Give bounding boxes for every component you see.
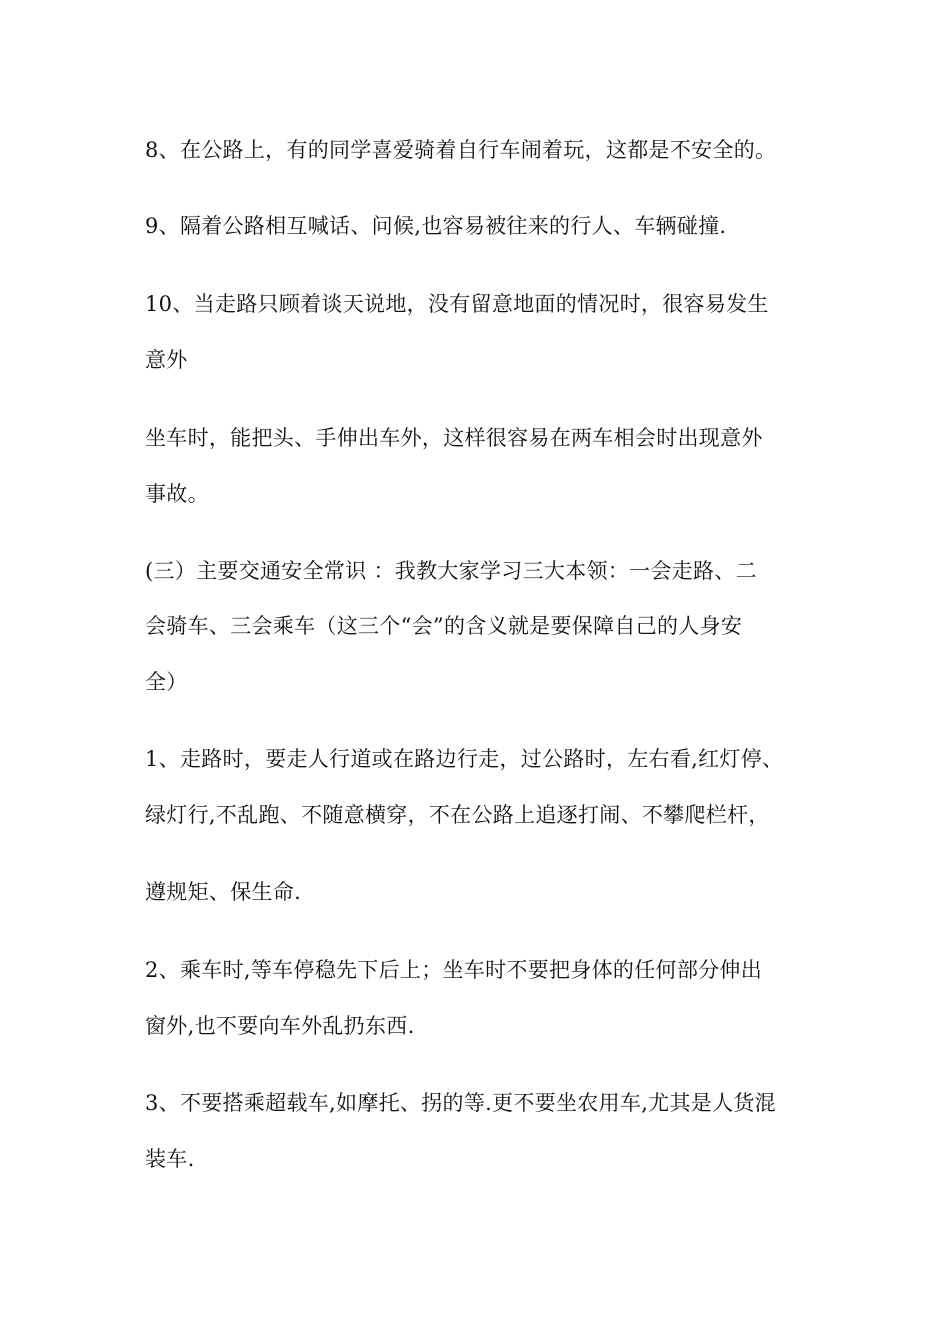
- item-3-line-2: 装车.: [145, 1147, 195, 1171]
- paragraph-ride-line-1: 坐车时，能把头、手伸出车外，这样很容易在两车相会时出现意外: [145, 426, 763, 450]
- item-1-line-1: 1、走路时，要走人行道或在路边行走，过公路时，左右看,红灯停、: [145, 747, 784, 771]
- paragraph-10-line-1: 10、当走路只顾着谈天说地，没有留意地面的情况时，很容易发生: [145, 292, 769, 316]
- section-three-line-2: 会骑车、三会乘车（这三个“会”的含义就是要保障自己的人身安: [145, 614, 743, 638]
- paragraph-ride-line-2: 事故。: [145, 482, 209, 506]
- paragraph-9-line-1: 9、隔着公路相互喊话、问候,也容易被往来的行人、车辆碰撞.: [145, 214, 727, 238]
- item-1-line-2: 绿灯行,不乱跑、不随意横穿，不在公路上追逐打闹、不攀爬栏杆，: [145, 803, 770, 827]
- item-2-line-2: 窗外,也不要向车外乱扔东西.: [145, 1014, 415, 1038]
- paragraph-10-line-2: 意外: [145, 348, 188, 372]
- item-1-line-3: 遵规矩、保生命.: [145, 880, 302, 904]
- item-2-line-1: 2、乘车时,等车停稳先下后上；坐车时不要把身体的任何部分伸出: [145, 958, 763, 982]
- section-three-line-3: 全）: [145, 670, 188, 694]
- paragraph-8-line-1: 8、在公路上，有的同学喜爱骑着自行车闹着玩，这都是不安全的。: [145, 138, 777, 162]
- section-three-line-1: (三）主要交通安全常识 ：我教大家学习三大本领：一会走路、二: [145, 559, 757, 583]
- item-3-line-1: 3、不要搭乘超载车,如摩托、拐的等.更不要坐农用车,尤其是人货混: [145, 1091, 776, 1115]
